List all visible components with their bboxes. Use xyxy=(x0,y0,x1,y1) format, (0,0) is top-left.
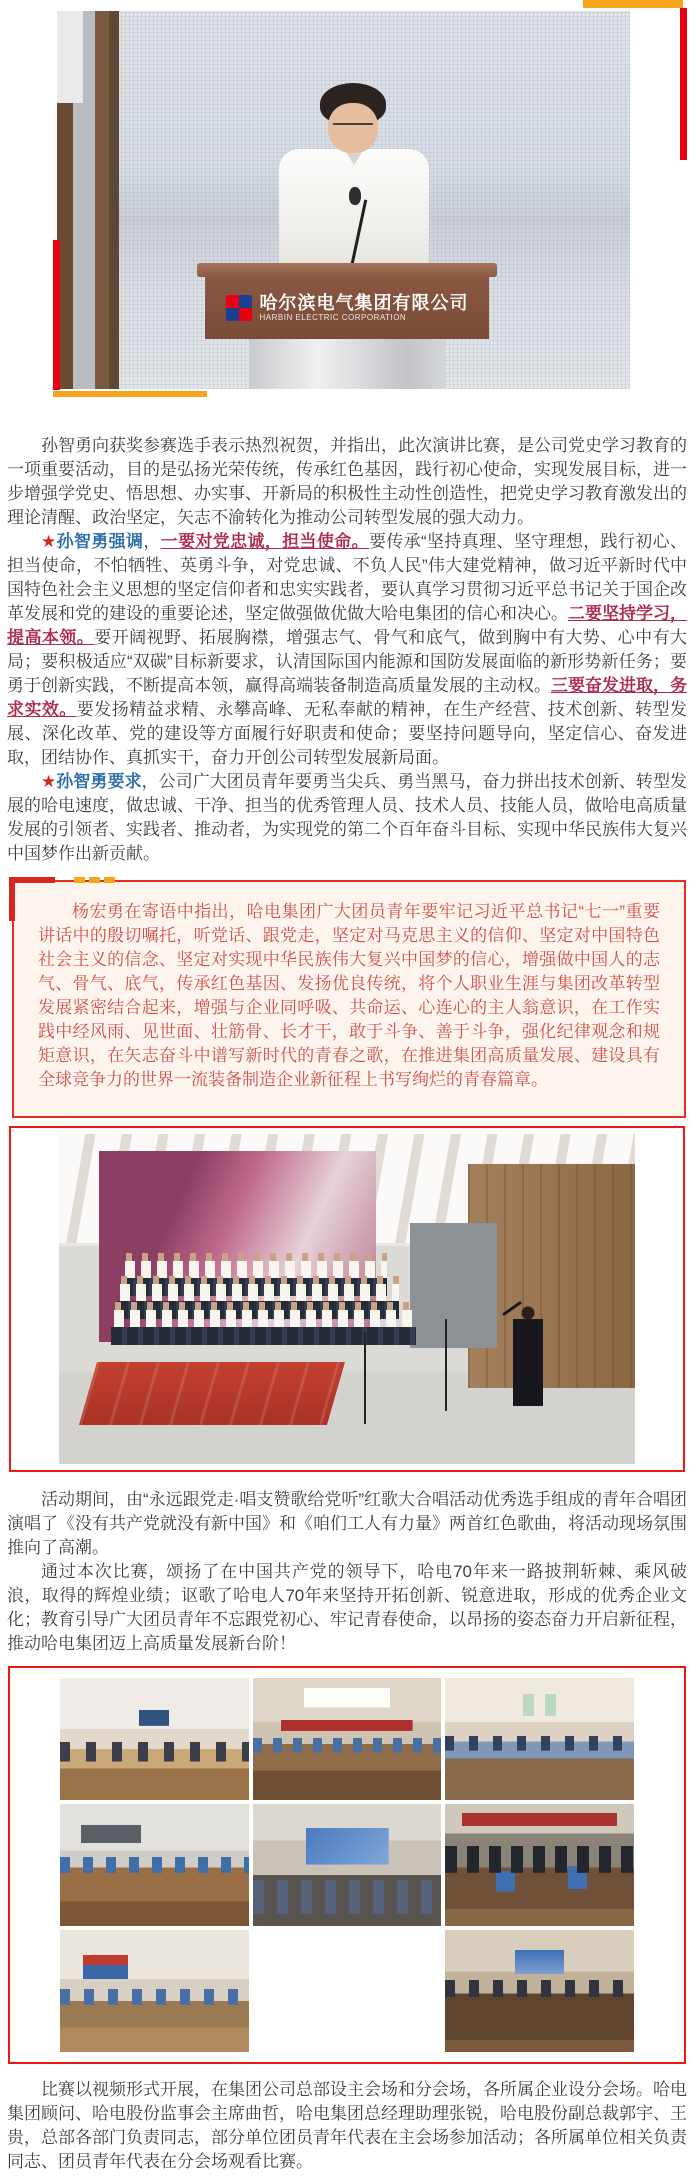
quote-dash-decor xyxy=(89,877,100,883)
venue-collage-box xyxy=(8,1666,686,2064)
podium xyxy=(205,277,489,339)
microphone-stand xyxy=(364,1332,366,1424)
choir-row xyxy=(111,1302,416,1350)
key-point-1: 一要对党忠诚，担当使命。 xyxy=(160,532,369,551)
paragraph-format: 比赛以视频形式开展，在集团公司总部设主会场和分会场，各所属企业设分会场。哈电集团顾问、哈电股份监事会主席曲哲，哈电集团总经理助理张锐，哈电股份副总裁郭宇、王贵，总部各部门负责同志，部分单位团员青年代表在主会场参加活动；各所属单位相关负责同志、团员青年代表在分会场观看比赛。 xyxy=(7,2080,687,2171)
separator: ， xyxy=(143,532,161,551)
point-3-body: 要发扬精益求精、永攀高峰、无私奉献的精神，在生产经营、技术创新、转型发展、深化改革、党的建设等方面履行好职责和使命；要坚持问题导向，坚定信心、奋发进取，团结协作、真抓实干，奋力开创公司转型发展新局面。 xyxy=(7,700,688,767)
point-1-body: 要传承“坚持真理、坚守理想，践行初心、担当使命，不怕牺牲、英勇斗争，对党忠诚、不负人民”伟大建党精神，做习近平新时代中国特色社会主义思想的坚定信仰者和忠实实践者，要认真学习贯彻习近平总书记关于国企改革发展和党的建设的重要论述，坚定做强做优做大哈电集团的信心和决心。 xyxy=(7,532,688,623)
decor-red-bar-right xyxy=(680,8,687,160)
venue-photo-1[interactable] xyxy=(60,1678,249,1800)
speaker-glasses xyxy=(333,123,373,131)
hero-photo-block xyxy=(0,0,694,398)
podium-top xyxy=(197,263,497,277)
speaker-photo[interactable] xyxy=(57,11,630,389)
paragraph-choir: 活动期间，由“永远跟党走·唱支赞歌给党听”红歌大合唱活动优秀选手组成的青年合唱团演唱了《没有共产党就没有新中国》和《咱们工人有力量》两首红色歌曲，将活动现场氛围推向了高潮。 xyxy=(7,1490,687,1557)
podium-base xyxy=(249,339,445,389)
quote-corner-decor xyxy=(9,877,55,883)
quote-box xyxy=(12,880,686,1118)
quote-dash-decor xyxy=(74,877,85,883)
photo-screen-corner xyxy=(57,11,83,103)
star-bullet-icon: ★ xyxy=(41,772,57,791)
key-point-3: 三要奋发进取，务求实效。 xyxy=(7,676,687,719)
venue-photo-9[interactable] xyxy=(445,1930,634,2052)
podium-text xyxy=(260,293,469,323)
paragraph-sun-emphasized xyxy=(0,530,694,770)
venue-photo-3[interactable] xyxy=(445,1678,634,1800)
paragraph-contest-summary: 通过本次比赛，颂扬了在中国共产党的领导下，哈电70年来一路披荆斩棘、乘风破浪，取得的辉煌业绩；讴歌了哈电人70年来坚持开拓创新、锐意进取，形成的优秀企业文化；教育引导广大团员青年不忘跟党初心、牢记青春使命，以昂扬的姿态奋力开启新征程，推动哈电集团迈上高质量发展新台阶！ xyxy=(7,1562,687,1653)
venue-photo-8[interactable] xyxy=(253,1930,442,2052)
speaker-name-emphasis: 孙智勇强调 xyxy=(56,532,144,551)
company-logo-icon xyxy=(226,295,252,321)
decor-orange-bar-bottom xyxy=(53,391,207,397)
speaker-name-request: 孙智勇要求 xyxy=(56,772,142,791)
venue-photo-2[interactable] xyxy=(253,1678,442,1800)
star-bullet-icon: ★ xyxy=(41,532,57,551)
venue-photo-4[interactable] xyxy=(60,1804,249,1926)
paragraph-sun-request xyxy=(0,770,694,866)
venue-photo-6[interactable] xyxy=(445,1804,634,1926)
company-name-en: HARBIN ELECTRIC CORPORATION xyxy=(259,313,407,322)
decor-orange-bar-top xyxy=(583,0,683,8)
key-point-2: 二要坚持学习，提高本领。 xyxy=(7,604,687,647)
request-body: ，公司广大团员青年要勇当尖兵、勇当黑马，奋力拼出技术创新、转型发展的哈电速度，做忠诚、干净、担当的优秀管理人员、技术人员、技能人员，做哈电高质量发展的引领者、实践者、推动者，为实现党的第二个百年奋斗目标、实现中华民族伟大复兴中国梦作出新贡献。 xyxy=(7,772,688,863)
venue-photo-5[interactable] xyxy=(253,1804,442,1926)
decor-red-bar-left xyxy=(53,240,60,390)
choir-photo-box xyxy=(9,1126,685,1472)
stage-steps xyxy=(79,1362,345,1425)
quote-text: 杨宏勇在寄语中指出，哈电集团广大团员青年要牢记习近平总书记“七一”重要讲话中的殷切嘱托，听党话、跟党走，坚定对马克思主义的信仰、坚定对中国特色社会主义的信念、坚定对实现中华民族伟大复兴中国梦的信心，增强做中国人的志气、骨气、底气，传承红色基因、发扬优良传统，将个人职业生涯与集团改革转型发展紧密结合起来，增强与企业同呼吸、共命运、心连心的主人翁意识，在工作实践中经风雨、见世面、壮筋骨、长才干，敢于斗争、善于斗争，强化纪律观念和规矩意识，在矢志奋斗中谱写新时代的青春之歌，在推进集团高质量发展、建设具有全球竞争力的世界一流装备制造企业新征程上书写绚烂的青春篇章。 xyxy=(38,902,660,1089)
microphone-icon xyxy=(349,187,361,205)
microphone-stand xyxy=(445,1319,447,1411)
quote-dash-decor xyxy=(104,877,115,883)
paragraph-congratulations: 孙智勇向获奖参赛选手表示热烈祝贺，并指出，此次演讲比赛，是公司党史学习教育的一项重要活动，目的是弘扬光荣传统，传承红色基因，践行初心使命，实现发展目标，进一步增强学党史、悟思想、办实事、开新局的积极性主动性创造性，把党史学习教育激发出的理论清醒、政治坚定，矢志不渝转化为推动公司转型发展的强大动力。 xyxy=(7,436,687,527)
quote-corner-decor xyxy=(9,877,15,921)
wall-panel xyxy=(410,1223,496,1348)
choir-photo[interactable] xyxy=(59,1134,635,1464)
conductor-figure xyxy=(513,1306,543,1422)
venue-photo-grid xyxy=(60,1678,634,2052)
point-2-body: 要开阔视野、拓展胸襟，增强志气、骨气和底气，做到胸中有大势、心中有大局；要积极适应“双碳”目标新要求，认清国际国内能源和国防发展面临的新形势新任务；要勇于创新实践，不断提高本领，赢得高端装备制造高质量发展的主动权。 xyxy=(7,628,688,695)
venue-photo-7[interactable] xyxy=(60,1930,249,2052)
company-name-cn: 哈尔滨电气集团有限公司 xyxy=(259,293,469,313)
